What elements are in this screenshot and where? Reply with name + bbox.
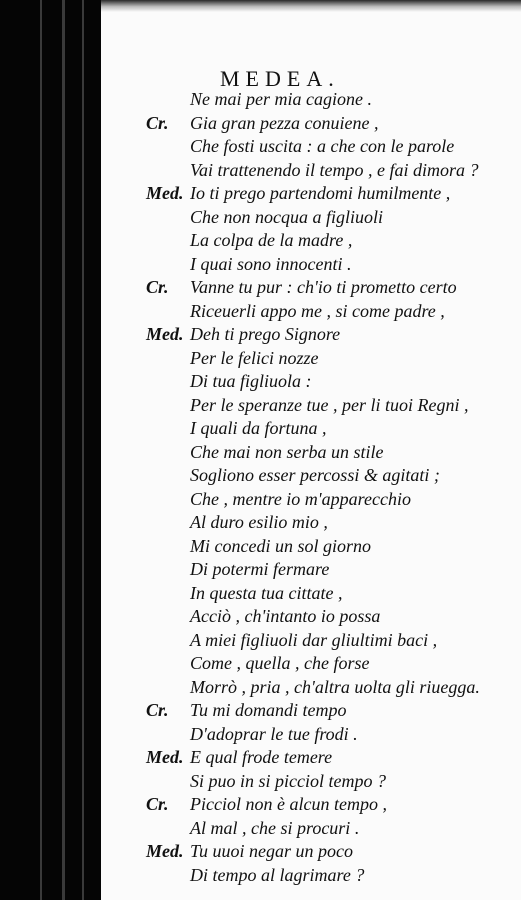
spine-line [40, 0, 42, 900]
verse-line: E qual frode temere [190, 747, 333, 767]
verse-line: Morrò , pria , ch'altra uolta gli riuegga. [190, 676, 480, 697]
verse-line: Per le felici nozze [190, 347, 319, 368]
speaker-label: Cr. [146, 112, 169, 133]
verse-line: Come , quella , che forse [190, 653, 370, 673]
speaker-label: Med. [146, 324, 184, 344]
verse-line: Ne mai per mia cagione . [190, 89, 372, 109]
verse-line: Che fosti uscita : a che con le parole [190, 136, 455, 156]
verse-line: Al mal , che si procuri . [190, 817, 360, 838]
spine-line [62, 0, 65, 900]
verse-line: Che , mentre io m'apparecchio [190, 488, 411, 509]
verse-line: Si puo in si picciol tempo ? [190, 770, 386, 791]
speaker-label: Med. [146, 841, 184, 861]
verse-line: Riceuerli appo me , si come padre , [190, 300, 445, 321]
verse-line: D'adoprar le tue frodi . [190, 723, 358, 744]
speaker-label: Cr. [146, 794, 169, 814]
running-header: MEDEA. [220, 66, 340, 91]
verse-line: A miei figliuoli dar gliultimi baci , [190, 629, 438, 650]
verse-line: In questa tua cittate , [190, 582, 343, 603]
verse-line: Al duro esilio mio , [190, 512, 328, 532]
spine-line [82, 0, 84, 900]
book-spine-shadow [0, 0, 105, 900]
verse-line: Vanne tu pur : ch'io ti prometto certo [190, 277, 457, 297]
verse-line: Che mai non serba un stile [190, 441, 384, 462]
page-top-edge [101, 0, 521, 12]
verse-line: Vai trattenendo il tempo , e fai dimora ? [190, 159, 479, 180]
verse-line: Tu uuoi negar un poco [190, 841, 354, 861]
verse-line: Tu mi domandi tempo [190, 700, 347, 720]
verse-line: Di tempo al lagrimare ? [190, 864, 365, 885]
speaker-label: Cr. [146, 277, 169, 297]
verse-line: Io ti prego partendomi humilmente , [190, 183, 451, 203]
speaker-label: Med. [146, 747, 184, 767]
verse-line: Deh ti prego Signore [190, 324, 341, 344]
verse-line: Mi concedi un sol giorno [190, 535, 371, 556]
verse-line: Picciol non è alcun tempo , [190, 794, 387, 814]
verse-line: Di potermi fermare [190, 559, 330, 579]
verse-line: Acciò , ch'intanto io possa [190, 606, 381, 626]
speaker-label: Med. [146, 183, 184, 203]
verse-line: Che non nocqua a figliuoli [190, 206, 383, 227]
speaker-label: Cr. [146, 700, 169, 720]
verse-line: I quai sono innocenti . [190, 253, 352, 274]
verse-line: Di tua figliuola : [190, 371, 312, 391]
verse-line: La colpa de la madre , [190, 230, 353, 250]
verse-line: Gia gran pezza conuiene , [190, 112, 379, 133]
verse-line: I quali da fortuna , [190, 418, 327, 438]
verse-line: Per le speranze tue , per li tuoi Regni , [190, 394, 469, 415]
verse-line: Sogliono esser percossi & agitati ; [190, 465, 440, 485]
